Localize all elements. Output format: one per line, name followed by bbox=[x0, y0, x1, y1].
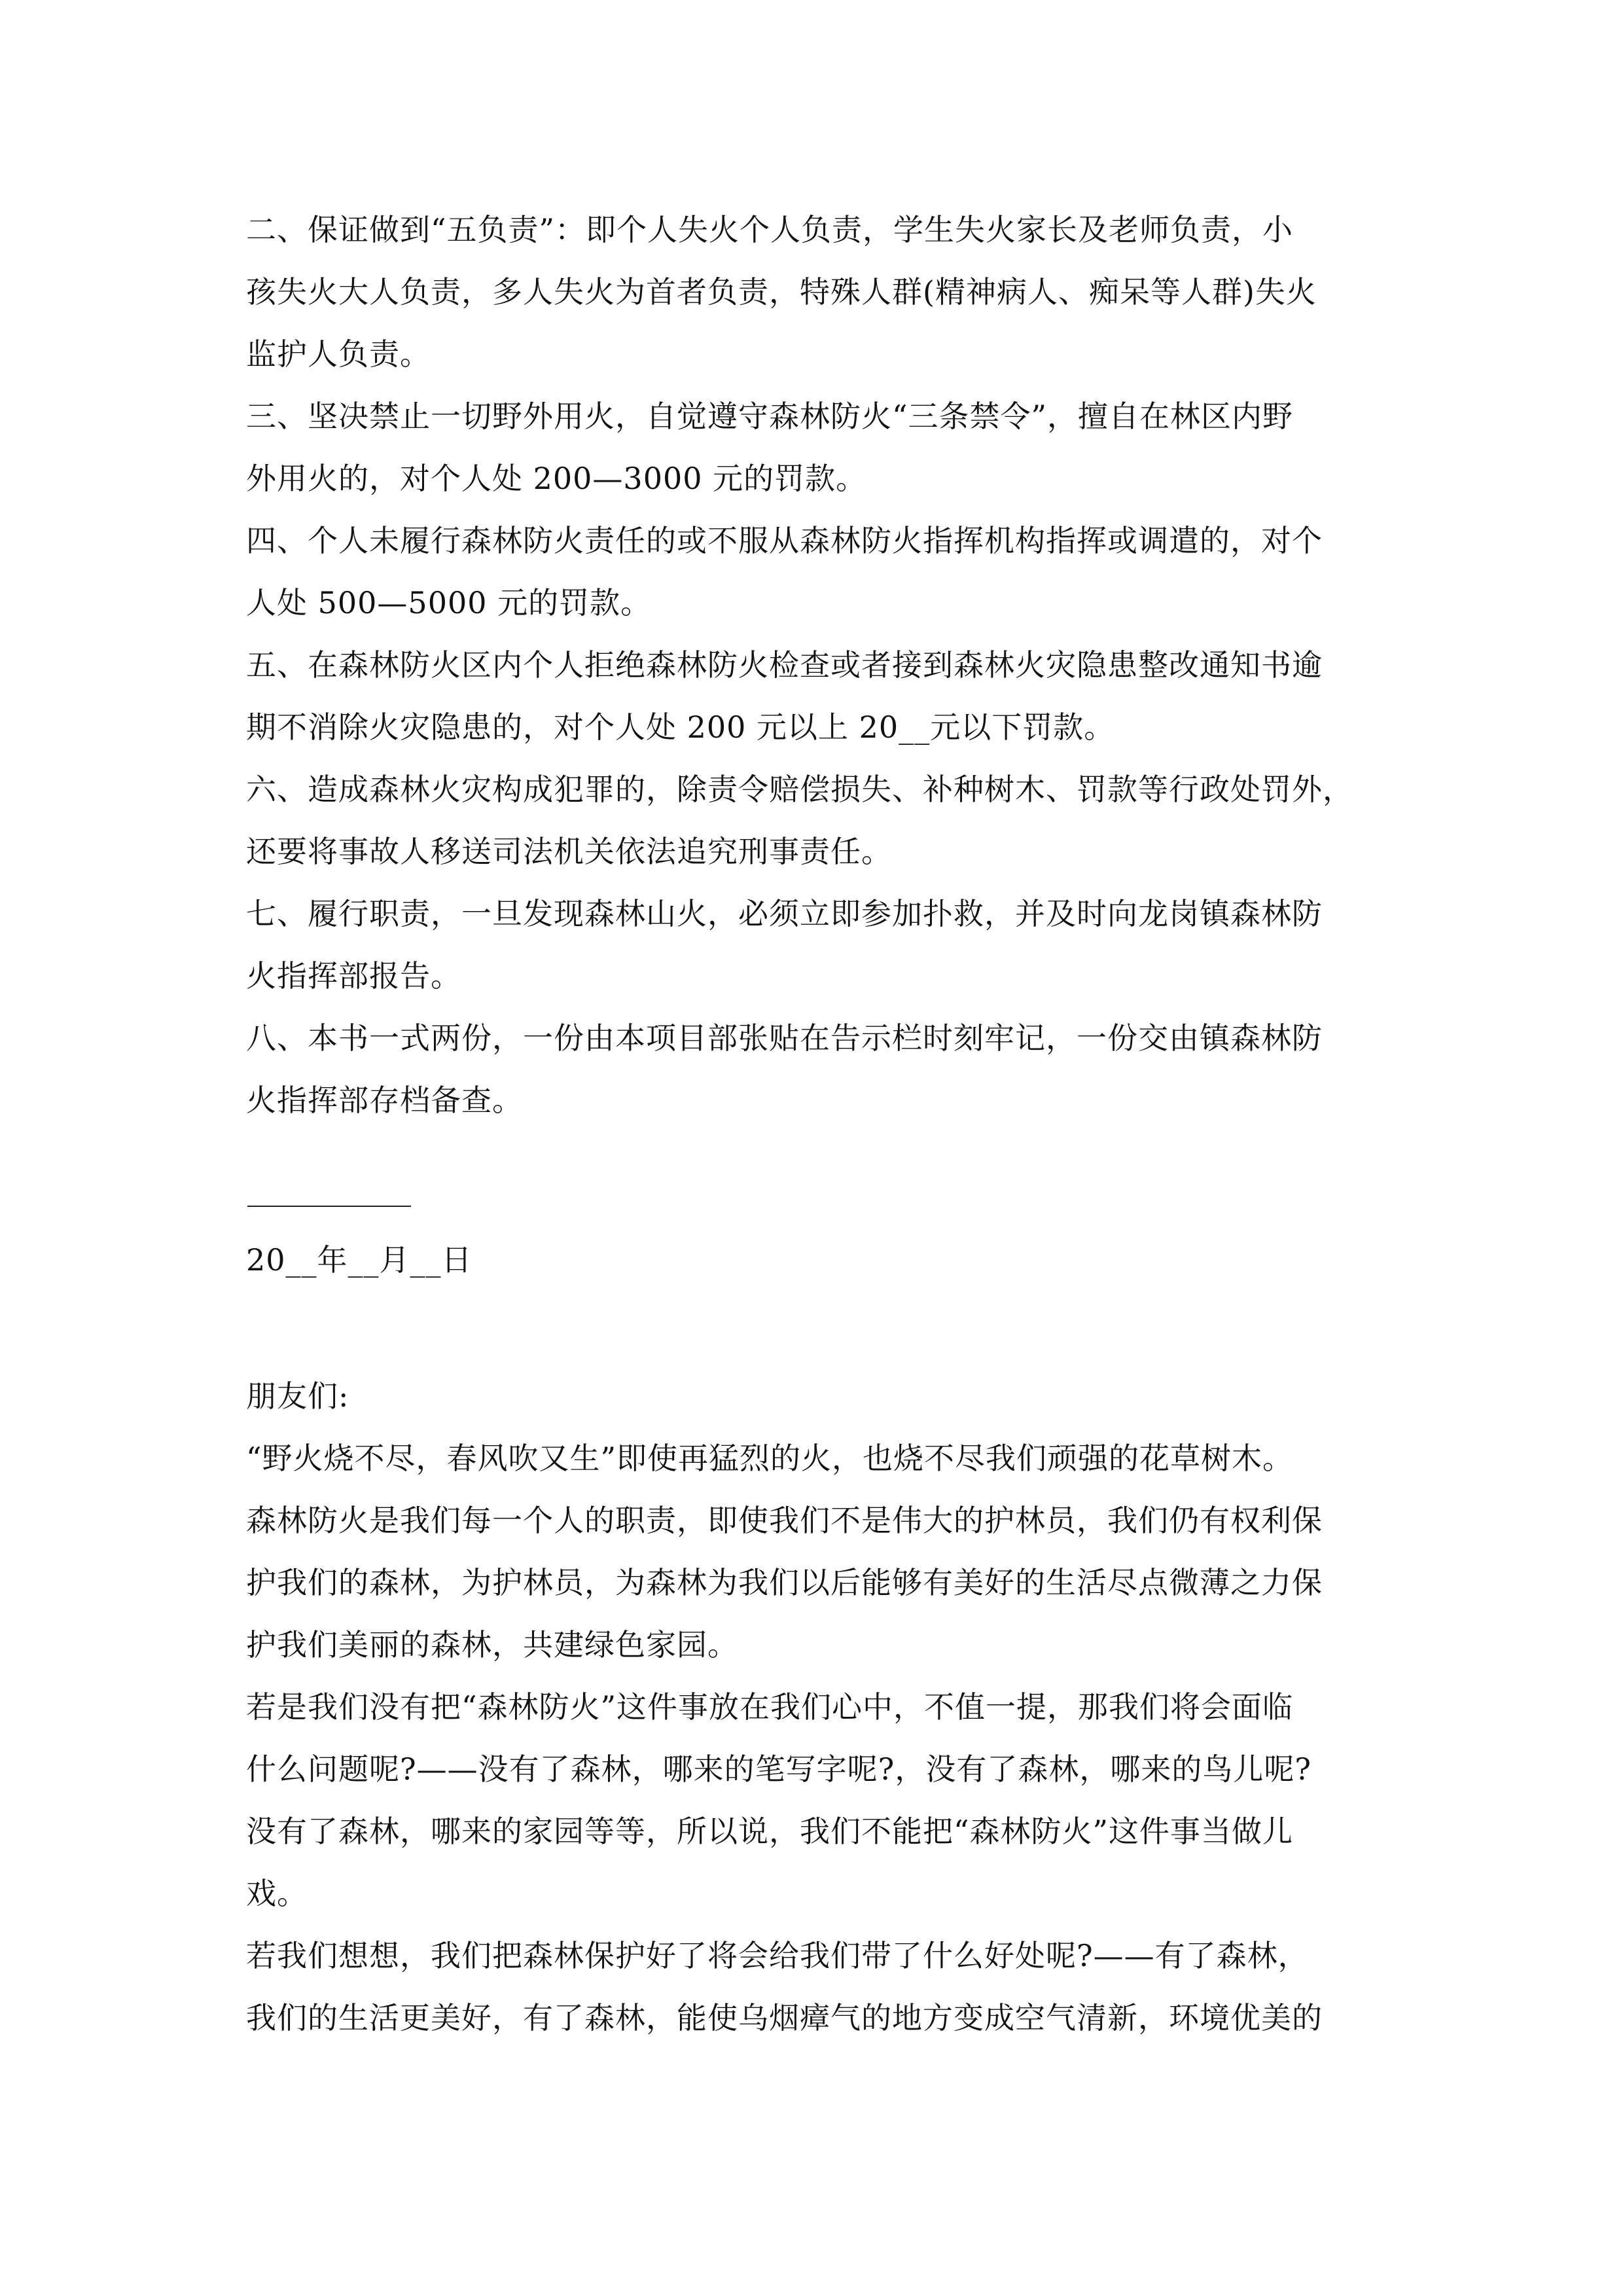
clause-5-line-1: 五、在森林防火区内个人拒绝森林防火检查或者接到森林火灾隐患整改通知书逾 bbox=[246, 647, 1323, 683]
letter-line: 护我们美丽的森林，共建绿色家园。 bbox=[246, 1627, 738, 1662]
clause-2-line-3: 监护人负责。 bbox=[246, 336, 431, 372]
letter-line: 若我们想想，我们把森林保护好了将会给我们带了什么好处呢?——有了森林， bbox=[246, 1938, 1309, 1973]
clause-6-line-1: 六、造成森林火灾构成犯罪的，除责令赔偿损失、补种树木、罚款等行政处罚外， bbox=[246, 772, 1353, 807]
clause-8-line-1: 八、本书一式两份，一份由本项目部张贴在告示栏时刻牢记，一份交由镇森林防 bbox=[246, 1020, 1323, 1056]
clauses-section bbox=[246, 199, 1385, 1132]
letter-line: 我们的生活更美好，有了森林，能使乌烟瘴气的地方变成空气清新，环境优美的 bbox=[246, 2000, 1323, 2036]
letter-line: 森林防火是我们每一个人的职责，即使我们不是伟大的护林员，我们仍有权利保 bbox=[246, 1503, 1323, 1538]
letter-greeting: 朋友们: bbox=[246, 1378, 349, 1414]
letter-line: 没有了森林，哪来的家园等等，所以说，我们不能把“森林防火”这件事当做儿 bbox=[246, 1814, 1294, 1849]
letter-line: 若是我们没有把“森林防火”这件事放在我们心中，不值一提，那我们将会面临 bbox=[246, 1689, 1294, 1725]
clause-3-line-1: 三、坚决禁止一切野外用火，自觉遵守森林防火“三条禁令”，擅自在林区内野 bbox=[246, 399, 1294, 434]
letter-line: “野火烧不尽，春风吹又生”即使再猛烈的火，也烧不尽我们顽强的花草树木。 bbox=[246, 1441, 1294, 1476]
letter-section bbox=[246, 1365, 1385, 2049]
clause-4-line-1: 四、个人未履行森林防火责任的或不服从森林防火指挥机构指挥或调遣的，对个 bbox=[246, 523, 1323, 558]
clause-7-line-1: 七、履行职责，一旦发现森林山火，必须立即参加扑救，并及时向龙岗镇森林防 bbox=[246, 896, 1323, 931]
clause-2-line-1: 二、保证做到“五负责”：即个人失火个人负责，学生失火家长及老师负责，小 bbox=[246, 212, 1294, 247]
clause-8-line-2: 火指挥部存档备查。 bbox=[246, 1083, 523, 1118]
clause-3-line-2: 外用火的，对个人处 200—3000 元的罚款。 bbox=[246, 461, 867, 496]
clause-7-line-2: 火指挥部报告。 bbox=[246, 958, 461, 994]
clause-2-line-2: 孩失火大人负责，多人失火为首者负责，特殊人群(精神病人、痴呆等人群)失火 bbox=[246, 274, 1317, 310]
signature-line bbox=[247, 1206, 411, 1207]
clause-6-line-2: 还要将事故人移送司法机关依法追究刑事责任。 bbox=[246, 834, 892, 869]
date-line: 20__年__月__日 bbox=[246, 1242, 473, 1278]
date-section bbox=[246, 1229, 1385, 1291]
letter-line: 护我们的森林，为护林员，为森林为我们以后能够有美好的生活尽点微薄之力保 bbox=[246, 1565, 1323, 1600]
letter-line: 什么问题呢?——没有了森林，哪来的笔写字呢?，没有了森林，哪来的鸟儿呢? bbox=[246, 1751, 1311, 1787]
letter-line: 戏。 bbox=[246, 1876, 308, 1911]
clause-5-line-2: 期不消除火灾隐患的，对个人处 200 元以上 20__元以下罚款。 bbox=[246, 709, 1115, 745]
clause-4-line-2: 人处 500—5000 元的罚款。 bbox=[246, 585, 652, 620]
